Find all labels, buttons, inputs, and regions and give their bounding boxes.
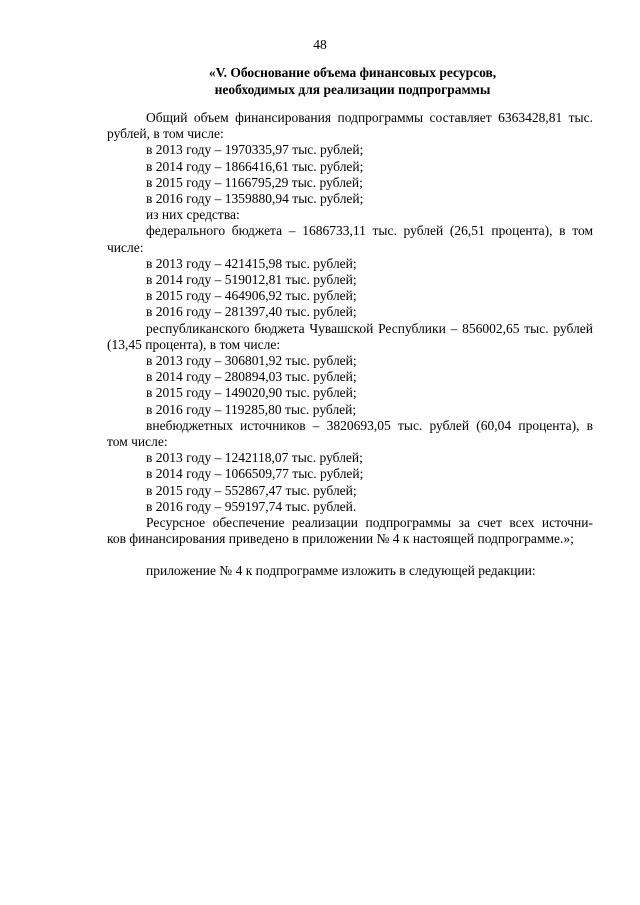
republic-budget-line-1: республиканского бюджета Чувашской Республики – 856002,65 тыс. рублей bbox=[146, 320, 593, 336]
offbudget-year-2014: в 2014 году – 1066509,77 тыс. рублей; bbox=[146, 466, 364, 482]
total-funding-line-2: рублей, в том числе: bbox=[107, 126, 224, 142]
federal-year-2015: в 2015 году – 464906,92 тыс. рублей; bbox=[146, 288, 357, 304]
federal-budget-line-1: федерального бюджета – 1686733,11 тыс. рублей (26,51 процента), в том bbox=[146, 223, 593, 239]
republic-year-2013: в 2013 году – 306801,92 тыс. рублей; bbox=[146, 353, 357, 369]
appendix-instruction: приложение № 4 к подпрограмме изложить в следующей редакции: bbox=[146, 563, 536, 579]
section-heading bbox=[0, 64, 640, 98]
offbudget-year-2013: в 2013 году – 1242118,07 тыс. рублей; bbox=[146, 450, 363, 466]
republic-budget-line-2: (13,45 процента), в том числе: bbox=[107, 336, 281, 352]
offbudget-line-2: том числе: bbox=[107, 434, 168, 450]
heading-line-1: «V. Обоснование объема финансовых ресурсов, bbox=[208, 65, 497, 80]
federal-year-2016: в 2016 году – 281397,40 тыс. рублей; bbox=[146, 304, 357, 320]
republic-year-2014: в 2014 году – 280894,03 тыс. рублей; bbox=[146, 369, 357, 385]
total-funding-line-1: Общий объем финансирования подпрограммы составляет 6363428,81 тыс. bbox=[146, 110, 593, 125]
resource-line-1: Ресурсное обеспечение реализации подпрограммы за счет всех источни- bbox=[146, 515, 593, 531]
offbudget-line-1: внебюджетных источников – 3820693,05 тыс. рублей (60,04 процента), в bbox=[146, 417, 593, 433]
of-which-line: из них средства: bbox=[146, 207, 240, 223]
total-year-2015: в 2015 году – 1166795,29 тыс. рублей; bbox=[146, 174, 363, 190]
total-year-2014: в 2014 году – 1866416,61 тыс. рублей; bbox=[146, 158, 364, 174]
republic-year-2016: в 2016 году – 119285,80 тыс. рублей; bbox=[146, 401, 357, 417]
page-number: 48 bbox=[313, 37, 327, 52]
federal-year-2014: в 2014 году – 519012,81 тыс. рублей; bbox=[146, 272, 357, 288]
paragraph-spacer bbox=[107, 547, 593, 563]
total-year-2016: в 2016 году – 1359880,94 тыс. рублей; bbox=[146, 191, 364, 207]
federal-year-2013: в 2013 году – 421415,98 тыс. рублей; bbox=[146, 255, 357, 271]
offbudget-year-2016: в 2016 году – 959197,74 тыс. рублей. bbox=[146, 498, 357, 514]
offbudget-year-2015: в 2015 году – 552867,47 тыс. рублей; bbox=[146, 482, 357, 498]
republic-year-2015: в 2015 году – 149020,90 тыс. рублей; bbox=[146, 385, 357, 401]
document-body bbox=[107, 110, 593, 580]
resource-line-2: ков финансирования приведено в приложении № 4 к настоящей подпрограмме.»; bbox=[107, 531, 574, 547]
heading-line-2: необходимых для реализации подпрограммы bbox=[214, 82, 491, 97]
federal-budget-line-2: числе: bbox=[107, 239, 144, 255]
total-year-2013: в 2013 году – 1970335,97 тыс. рублей; bbox=[146, 142, 364, 158]
